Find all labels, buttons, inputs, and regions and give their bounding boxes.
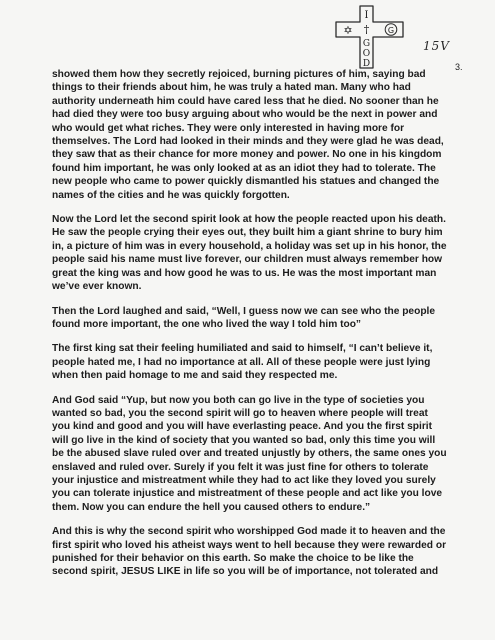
circled-g-icon: G [387,26,395,35]
cross-letter-o: O [362,49,371,59]
cross-letter-middle: † [363,23,370,36]
paragraph: Then the Lord laughed and said, “Well, I guess now we can see who the people found more important, the one who lived the way I told him too” [52,305,436,330]
paragraph: And God said “Yup, but now you both can go live in the type of societies you wanted so bad, you the second spirit will go to heaven where people will treat you kind and good and you will have everlasting peace. And you the first spirit will go live in the kind of society that you wanted so bad, only this time you will be the abused slave ruled over and treated unjustly by others, the same ones you enslaved and ruled over. Surely if you felt it was just fine for others to tolerate your injustice and mistreatment while they had to act like they loved you surely you can tolerate injustice and mistreatment of these people and act like you love them. Now you can endure the hell you caused others to endure.” [52,394,447,513]
paragraph: Now the Lord let the second spirit look at how the people reacted upon his death. He saw the people crying their eyes out, they built him a giant shrine to bury him in, a picture of him was in every household, a holiday was set up in his honor, the people said his name must live forever, our children must always remember how great the king was and how good he was to us. He was the most important man we’ve ever known. [52,214,447,293]
cross-icon [333,4,409,70]
paragraph: showed them how they secretly rejoiced, burning pictures of him, saying bad things to their friends about him, he was truly a hated man. Many who had authority underneath him could have cared less that he died. No sooner than he had died they were too busy arguing about who would be the next in power and who would get what riches. They were only interested in having more for themselves. The Lord had looked in their minds and they were glad he was dead, they saw that as their chance for more money and power. No one in his kingdom found him important, he was only looked at as an idiot they had to tolerate. The new people who came to power quickly dismantled his statues and changed the names of the cities and he was quickly forgotten. [52,69,444,201]
cross-letter-top: I [364,10,369,21]
document-body [52,68,448,590]
hand-drawn-cross-emblem [333,4,409,70]
star-of-david-icon: ✡ [343,24,353,37]
page-number: 3. [455,62,463,72]
paragraph: The first king sat their feeling humiliated and said to himself, “I can’t believe it, people hated me, I had no importance at all. All of these people were just lying when then paid homage to me and said they respected me. [52,343,433,382]
handwritten-page-mark: 15V [423,39,450,53]
paragraph: And this is why the second spirit who worshipped God made it to heaven and the first spirit who loved his atheist ways went to hell because they were rewarded or punished for their behavior on this earth. So make the choice to be like the second spirit, JESUS LIKE in life so you will be of importance, not tolerated and [52,526,447,578]
cross-letter-g: G [362,39,371,49]
cross-letter-d: D [362,59,371,69]
